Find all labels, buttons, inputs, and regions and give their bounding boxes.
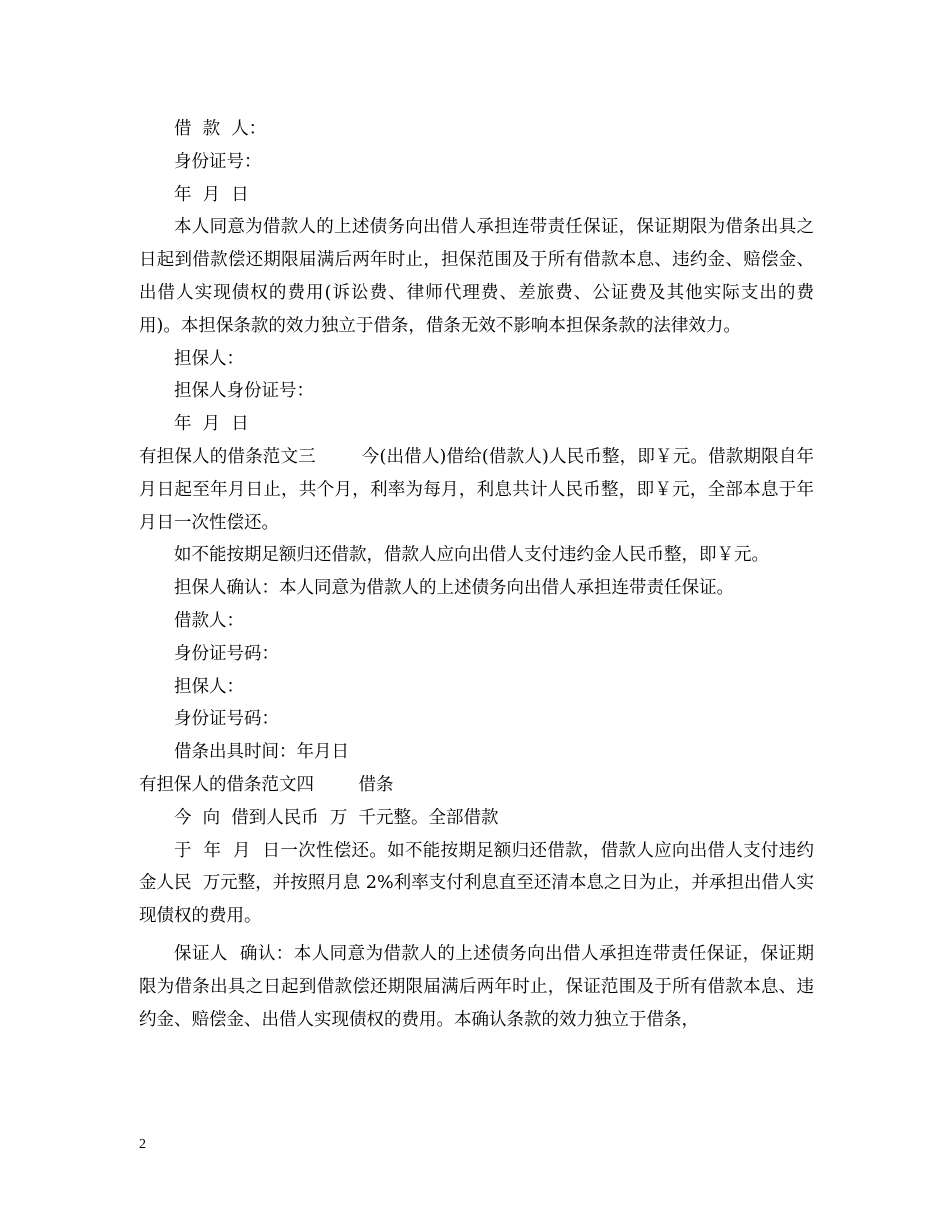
document-body [139,113,814,1036]
paragraph: 身份证号： [174,151,262,172]
paragraph: 今 向 借到人民币 万 千元整。全部借款 [174,807,499,828]
section-heading-paragraph: 有担保人的借条范文四 借条 [139,774,394,795]
paragraph: 身份证号码： [174,643,279,664]
paragraph: 年 月 日 [174,414,249,435]
section-heading-paragraph: 有担保人的借条范文三 今(出借人)借给(借款人)人民币整，即￥元。借款期限自年月日起至年月日止，共个月，利率为每月，利息共计人民币整，即￥元，全部本息于年月日一次性偿还。 [139,446,814,533]
paragraph: 于 年 月 日一次性偿还。如不能按期足额归还借款，借款人应向出借人支付违约金人民 万元整，并按照月息 2%利率支付利息直至还清本息之日为止，并承担出借人实现债权的费用。 [139,840,814,927]
page-number: 2 [139,1137,146,1152]
paragraph: 借 款 人： [174,119,267,139]
paragraph: 本人同意为借款人的上述债务向出借人承担连带责任保证，保证期限为借条出具之日起到借款偿还期限届满后两年时止，担保范围及于所有借款本息、违约金、赔偿金、出借人实现债权的费用(诉讼费、律师代理费、差旅费、公证费及其他实际支出的费用)。本担保条款的效力独立于借条，借条无效不影响本担保条款的法律效力。 [139,217,814,336]
paragraph: 担保人： [174,348,244,369]
paragraph: 如不能按期足额归还借款，借款人应向出借人支付违约金人民币整，即￥元。 [174,545,769,566]
paragraph: 借款人： [174,610,244,631]
paragraph: 担保人确认：本人同意为借款人的上述债务向出借人承担连带责任保证。 [174,578,734,599]
paragraph: 担保人： [174,676,244,697]
paragraph: 借条出具时间：年月日 [174,742,349,763]
paragraph: 担保人身份证号： [174,381,314,402]
paragraph: 年 月 日 [174,184,249,205]
paragraph: 保证人 确认：本人同意为借款人的上述债务向出借人承担连带责任保证，保证期限为借条出具之日起到借款偿还期限届满后两年时止，保证范围及于所有借款本息、违约金、赔偿金、出借人实现债权的费用。本确认条款的效力独立于借条， [139,943,814,1030]
paragraph: 身份证号码： [174,709,279,730]
